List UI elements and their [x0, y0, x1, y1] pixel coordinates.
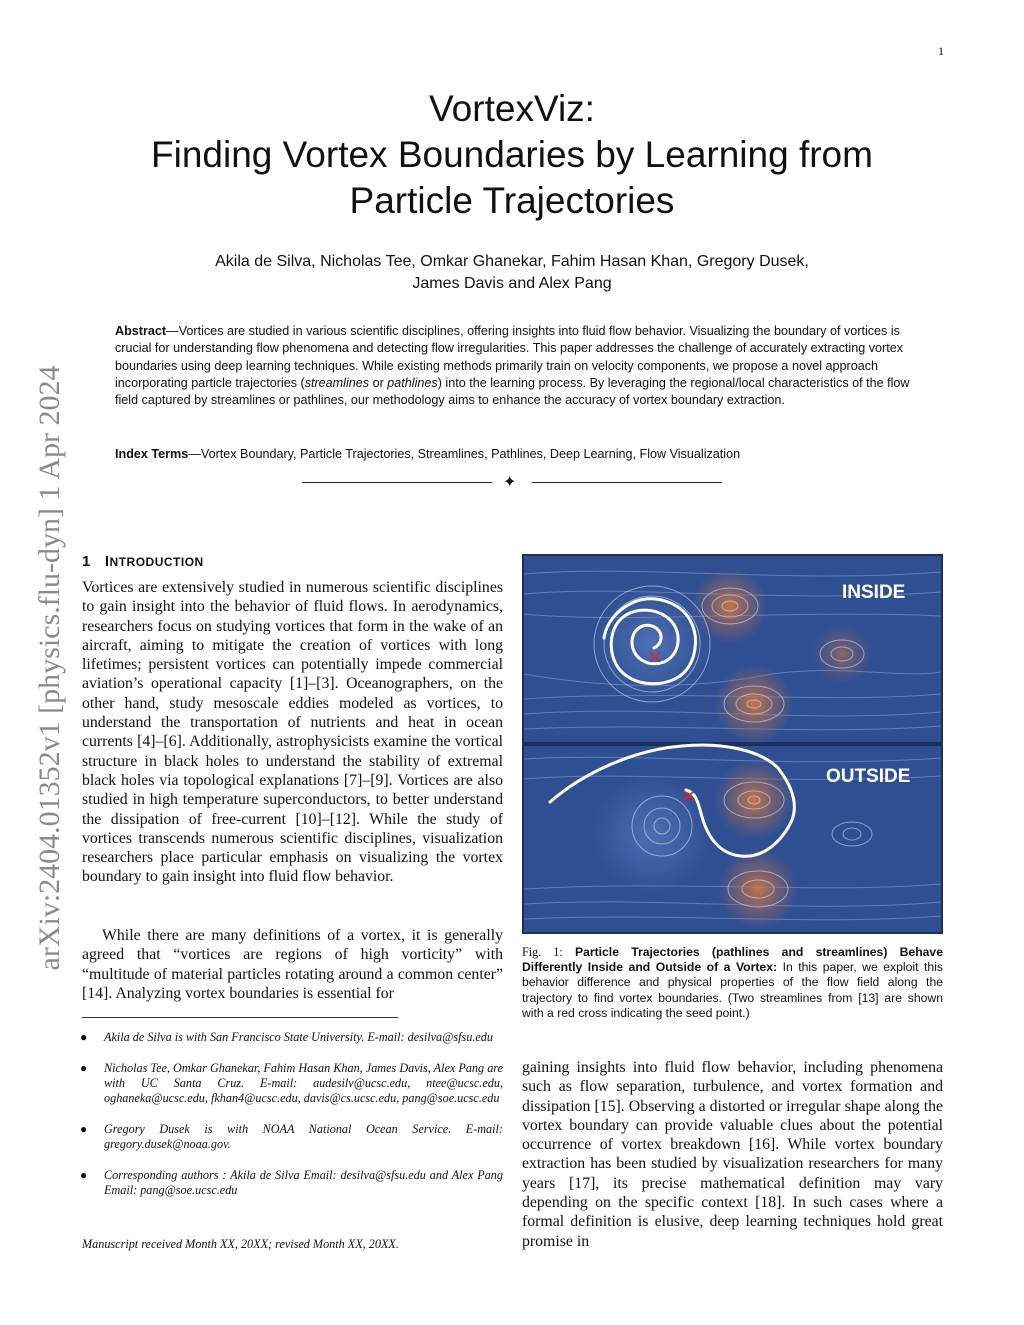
- manuscript-note: Manuscript received Month XX, 20XX; revised Month XX, 20XX.: [82, 1237, 399, 1251]
- footnote-item: [82, 1168, 503, 1198]
- footnote-text: Gregory Dusek is with NOAA National Ocean Service. E-mail: gregory.dusek@noaa.gov.: [104, 1122, 503, 1151]
- bullet-icon: ●: [80, 1061, 88, 1075]
- divider-star-icon: ✦: [503, 474, 517, 491]
- footnote-item: [82, 1122, 503, 1152]
- divider-line-left: [302, 482, 492, 483]
- abstract-text-2: or: [369, 375, 388, 390]
- abstract-emphasis-pathlines: pathlines: [387, 375, 438, 390]
- abstract-text-3: ) into the learning process. By leveraging the regional/local characteristics of the flow field captured by streamlines or pathlines, our methodology aims to enhance the accuracy of vortex boundary extraction.: [115, 375, 910, 408]
- figure-caption: [522, 945, 943, 1021]
- author-list: [0, 251, 1024, 295]
- right-column-paragraph: gaining insights into fluid flow behavior, including phenomena such as flow separation, turbulence, and vortex formation and dissipation [15]. Observing a distorted or irregular shape along the vortex boundary can provide valuable clues about the potential occurrence of vortex breakdown [16]. While vortex boundary extraction has been studied by visualization researchers for many years [17], its precise mathematical definition may vary depending on the specific context [18]. In such cases where a formal definition is elusive, deep learning techniques hold great promise in: [522, 1059, 943, 1250]
- index-terms: [115, 447, 915, 461]
- intro-paragraph-2: While there are many definitions of a vortex, it is generally agreed that “vortices are regions of high vorticity” with “multitude of material particles rotating around a common center” [14]. Analyzing vortex boundaries is essential for: [82, 927, 503, 1002]
- footnote-text: Akila de Silva is with San Francisco State University. E-mail: desilva@sfsu.edu: [104, 1030, 493, 1044]
- intro-paragraph-1: Vortices are extensively studied in numerous scientific disciplines to gain insight into the behavior of fluid flows. In aerodynamics, researchers focus on studying vortices that form in the wake of an aircraft, aiming to mitigate the creation of vortices with long lifetimes; persistent vortices can potentially impede commercial aviation’s operational capacity [1]–[3]. Oceanographers, on the other hand, study mesoscale eddies modeled as vortices, to understand the transportation of nutrients and heat in ocean currents [4]–[6]. Additionally, astrophysicists examine the vortical structure in black holes to understand the stability of extremal black holes via topological explanations [7]–[9]. Vortices are also studied in high temperature superconductors, to better understand the dissipation of free-current [10]–[12]. While the study of vortices transcends numerous scientific disciplines, visualization researchers place particular emphasis on visualizing the vortex boundary to gain insight into fluid flow behavior.: [82, 579, 503, 886]
- figure-caption-label: Fig. 1:: [522, 945, 563, 959]
- title-line-1: VortexViz:: [429, 88, 595, 129]
- panel-label-outside: OUTSIDE: [826, 766, 911, 787]
- panel-inside: [524, 556, 941, 744]
- arxiv-identifier: arXiv:2404.01352v1 [physics.flu-dyn] 1 Apr 2024: [33, 365, 66, 971]
- section-divider: [302, 476, 722, 490]
- authors-line-2: James Davis and Alex Pang: [412, 275, 612, 292]
- page-number: 1: [938, 44, 944, 58]
- section-title-rest: NTRODUCTION: [109, 555, 204, 569]
- footnote-item: [82, 1030, 503, 1045]
- footnote-text: Corresponding authors : Akila de Silva Email: desilva@sfsu.edu and Alex Pang Email: pang@soe.ucsc.edu: [104, 1168, 503, 1197]
- abstract-emphasis-streamlines: streamlines: [304, 375, 370, 390]
- abstract: [115, 323, 915, 409]
- abstract-label: Abstract: [115, 324, 167, 338]
- section-number: 1: [82, 553, 91, 570]
- figure-caption-text: In this paper, we exploit this behavior difference and physical properties of the flow field along the trajectory to find vortex boundaries. (Two streamlines from [13] are shown with a red cross indicating the seed point.): [522, 960, 943, 1020]
- panel-outside: [524, 745, 941, 932]
- title-line-3: Particle Trajectories: [349, 180, 675, 221]
- bullet-icon: ●: [80, 1030, 88, 1044]
- panel-label-inside: INSIDE: [842, 582, 906, 603]
- index-terms-text: —Vortex Boundary, Particle Trajectories, Streamlines, Pathlines, Deep Learning, Flow Visualization: [188, 447, 741, 461]
- footnote-item: [82, 1061, 503, 1106]
- authors-line-1: Akila de Silva, Nicholas Tee, Omkar Ghanekar, Fahim Hasan Khan, Gregory Dusek,: [215, 253, 809, 270]
- bullet-icon: ●: [80, 1168, 88, 1182]
- section-title-initial: I: [104, 553, 110, 570]
- footnotes: [82, 1030, 503, 1214]
- title-line-2: Finding Vortex Boundaries by Learning from: [151, 134, 873, 175]
- section-heading: [82, 553, 204, 570]
- flow-visualization-image: [522, 554, 943, 934]
- divider-line-right: [532, 482, 722, 483]
- footnote-rule: [82, 1017, 398, 1018]
- abstract-text-1: Vortices are studied in various scientific disciplines, offering insights into fluid flow behavior. Visualizing the boundary of vortices is crucial for understanding flow phenomena and detecting flow irregularities. This paper addresses the challenge of accurately extracting vortex boundaries using deep learning techniques. While existing methods primarily train on velocity components, we propose a novel approach incorporating particle trajectories (: [115, 324, 904, 390]
- paper-title: [0, 86, 1024, 224]
- figure-1: [522, 554, 943, 934]
- index-terms-label: Index Terms: [115, 447, 189, 461]
- footnote-text: Nicholas Tee, Omkar Ghanekar, Fahim Hasan Khan, James Davis, Alex Pang are with UC Santa Cruz. E-mail: audesilv@ucsc.edu, ntee@ucsc.edu, oghaneka@ucsc.edu, fkhan4@ucsc.edu, davis@cs.ucsc.edu, pang@soe.ucsc.edu: [104, 1061, 503, 1105]
- abstract-dash: —: [166, 324, 179, 338]
- bullet-icon: ●: [80, 1122, 88, 1136]
- figure-caption-bold: Particle Trajectories (pathlines and streamlines) Behave Differently Inside and Outside of a Vortex:: [522, 945, 943, 975]
